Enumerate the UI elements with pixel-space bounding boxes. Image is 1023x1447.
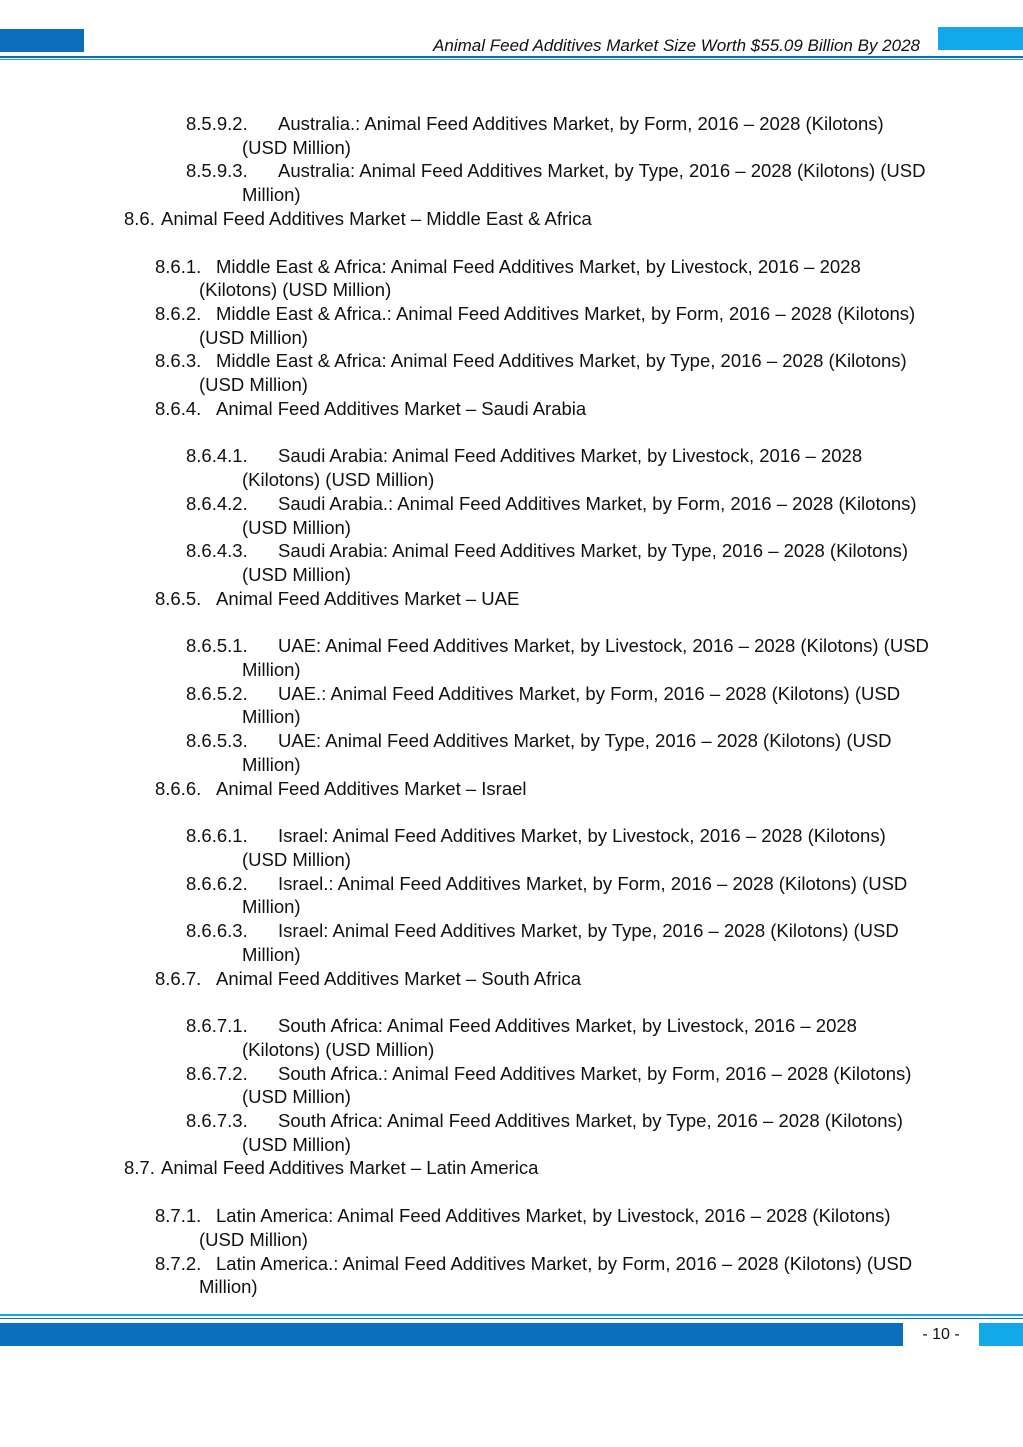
toc-entry-number: 8.6.7.3.	[186, 1110, 248, 1132]
toc-entry-title: South Africa.: Animal Feed Additives Market, by Form, 2016 – 2028 (Kilotons) (USD Million)	[242, 1062, 912, 1108]
toc-entry-title: Saudi Arabia: Animal Feed Additives Market, by Type, 2016 – 2028 (Kilotons) (USD Million)	[242, 540, 909, 585]
toc-entry[interactable]	[0, 872, 1023, 919]
toc-entry-title: Middle East & Africa: Animal Feed Additives Market, by Type, 2016 – 2028 (Kilotons) (USD Million)	[199, 350, 907, 396]
footer-bar-right	[979, 1323, 1023, 1346]
toc-entry[interactable]	[0, 492, 1023, 539]
toc-entry-title: South Africa: Animal Feed Additives Market, by Livestock, 2016 – 2028 (Kilotons) (USD Million)	[242, 1015, 857, 1060]
toc-entry-title: Australia.: Animal Feed Additives Market, by Form, 2016 – 2028 (Kilotons) (USD Million)	[242, 113, 884, 158]
toc-entry-number: 8.7.	[124, 1157, 155, 1179]
toc-entry-number: 8.6.	[124, 207, 155, 229]
toc-entry-title: UAE: Animal Feed Additives Market, by Type, 2016 – 2028 (Kilotons) (USD Million)	[242, 730, 892, 775]
toc-entry-title: Animal Feed Additives Market – South Africa	[216, 967, 582, 989]
toc-entry-title: UAE.: Animal Feed Additives Market, by Form, 2016 – 2028 (Kilotons) (USD Million)	[242, 682, 901, 728]
header-rule	[0, 56, 1023, 58]
footer-bar	[0, 1323, 903, 1346]
toc-entry-number: 8.6.4.3.	[186, 540, 248, 562]
toc-entry-title: UAE: Animal Feed Additives Market, by Livestock, 2016 – 2028 (Kilotons) (USD Million)	[242, 635, 929, 681]
toc-entry-number: 8.6.4.	[155, 397, 202, 419]
toc-entry-number: 8.7.2.	[155, 1252, 202, 1274]
toc-entry-number: 8.6.1.	[155, 255, 202, 277]
toc-entry[interactable]	[0, 729, 1023, 776]
toc-entry[interactable]	[0, 539, 1023, 586]
toc-entry-number: 8.6.3.	[155, 350, 202, 372]
toc-entry[interactable]	[0, 824, 1023, 871]
toc-entry[interactable]	[0, 349, 1023, 396]
toc-entry-title: Saudi Arabia.: Animal Feed Additives Market, by Form, 2016 – 2028 (Kilotons) (USD Million)	[242, 492, 917, 538]
toc-entry-number: 8.6.5.	[155, 587, 202, 609]
toc-entry[interactable]	[0, 587, 1023, 611]
toc-entry-title: Middle East & Africa: Animal Feed Additives Market, by Livestock, 2016 – 2028 (Kilotons) (USD Million)	[199, 255, 861, 301]
toc-entry-number: 8.6.6.1.	[186, 825, 248, 847]
header-bar-left	[0, 29, 84, 52]
toc-entry-number: 8.5.9.2.	[186, 113, 248, 134]
header-title: Animal Feed Additives Market Size Worth $55.09 Billion By 2028	[433, 36, 920, 55]
toc-entry[interactable]	[0, 682, 1023, 729]
footer-rule-thin	[0, 1314, 1023, 1316]
toc-entry[interactable]	[124, 1156, 1023, 1180]
toc-entry-number: 8.6.4.2.	[186, 492, 248, 514]
toc-entry[interactable]	[0, 112, 1023, 159]
toc-entry-number: 8.6.4.1.	[186, 445, 248, 467]
table-of-contents	[0, 112, 1023, 1299]
toc-entry-title: Latin America: Animal Feed Additives Market, by Livestock, 2016 – 2028 (Kilotons) (USD Million)	[199, 1205, 891, 1250]
toc-entry-title: Animal Feed Additives Market – UAE	[216, 587, 520, 609]
toc-entry-title: Animal Feed Additives Market – Middle East & Africa	[161, 207, 592, 229]
toc-entry-number: 8.6.5.1.	[186, 635, 248, 657]
toc-entry[interactable]	[0, 967, 1023, 991]
toc-entry[interactable]	[0, 1204, 1023, 1251]
toc-entry-title: South Africa: Animal Feed Additives Market, by Type, 2016 – 2028 (Kilotons) (USD Million)	[242, 1110, 903, 1155]
toc-entry-title: Australia: Animal Feed Additives Market, by Type, 2016 – 2028 (Kilotons) (USD Million)	[242, 160, 926, 206]
toc-entry[interactable]	[0, 302, 1023, 349]
toc-entry-number: 8.6.7.	[155, 967, 202, 989]
toc-entry-number: 8.5.9.3.	[186, 160, 248, 182]
toc-entry[interactable]	[0, 1014, 1023, 1061]
toc-entry[interactable]	[0, 634, 1023, 681]
toc-entry[interactable]	[124, 207, 1023, 231]
page-number: - 10 -	[922, 1326, 960, 1343]
toc-entry[interactable]	[0, 255, 1023, 302]
toc-entry-number: 8.7.1.	[155, 1205, 202, 1227]
toc-entry[interactable]	[0, 444, 1023, 491]
toc-entry-title: Middle East & Africa.: Animal Feed Additives Market, by Form, 2016 – 2028 (Kilotons) (USD Million)	[199, 302, 916, 348]
toc-entry[interactable]	[0, 919, 1023, 966]
toc-entry-number: 8.6.7.2.	[186, 1062, 248, 1084]
toc-entry-title: Saudi Arabia: Animal Feed Additives Market, by Livestock, 2016 – 2028 (Kilotons) (USD Million)	[242, 445, 863, 491]
toc-entry[interactable]	[0, 1062, 1023, 1109]
toc-entry[interactable]	[0, 1109, 1023, 1156]
toc-entry-number: 8.6.5.3.	[186, 730, 248, 752]
toc-entry-title: Israel: Animal Feed Additives Market, by Livestock, 2016 – 2028 (Kilotons) (USD Million)	[242, 825, 886, 870]
toc-entry[interactable]	[0, 397, 1023, 421]
toc-entry-number: 8.6.5.2.	[186, 682, 248, 704]
toc-entry-number: 8.6.2.	[155, 302, 202, 324]
toc-entry-number: 8.6.7.1.	[186, 1015, 248, 1037]
toc-entry-title: Animal Feed Additives Market – Latin America	[161, 1157, 539, 1179]
toc-entry-number: 8.6.6.	[155, 777, 202, 799]
toc-entry[interactable]	[0, 777, 1023, 801]
toc-entry-number: 8.6.6.2.	[186, 872, 248, 894]
footer-rule	[0, 1318, 1023, 1319]
toc-entry-title: Israel: Animal Feed Additives Market, by Type, 2016 – 2028 (Kilotons) (USD Million)	[242, 920, 899, 965]
header-bar-right	[938, 27, 1023, 50]
toc-entry[interactable]	[0, 1252, 1023, 1299]
toc-entry-title: Israel.: Animal Feed Additives Market, by Form, 2016 – 2028 (Kilotons) (USD Million)	[242, 872, 908, 918]
toc-entry-number: 8.6.6.3.	[186, 920, 248, 942]
toc-entry-title: Animal Feed Additives Market – Israel	[216, 777, 527, 799]
toc-entry-title: Latin America.: Animal Feed Additives Market, by Form, 2016 – 2028 (Kilotons) (USD Million)	[199, 1252, 913, 1298]
header-rule-thin	[0, 59, 1023, 60]
toc-entry[interactable]	[0, 159, 1023, 206]
toc-entry-title: Animal Feed Additives Market – Saudi Arabia	[216, 397, 587, 419]
